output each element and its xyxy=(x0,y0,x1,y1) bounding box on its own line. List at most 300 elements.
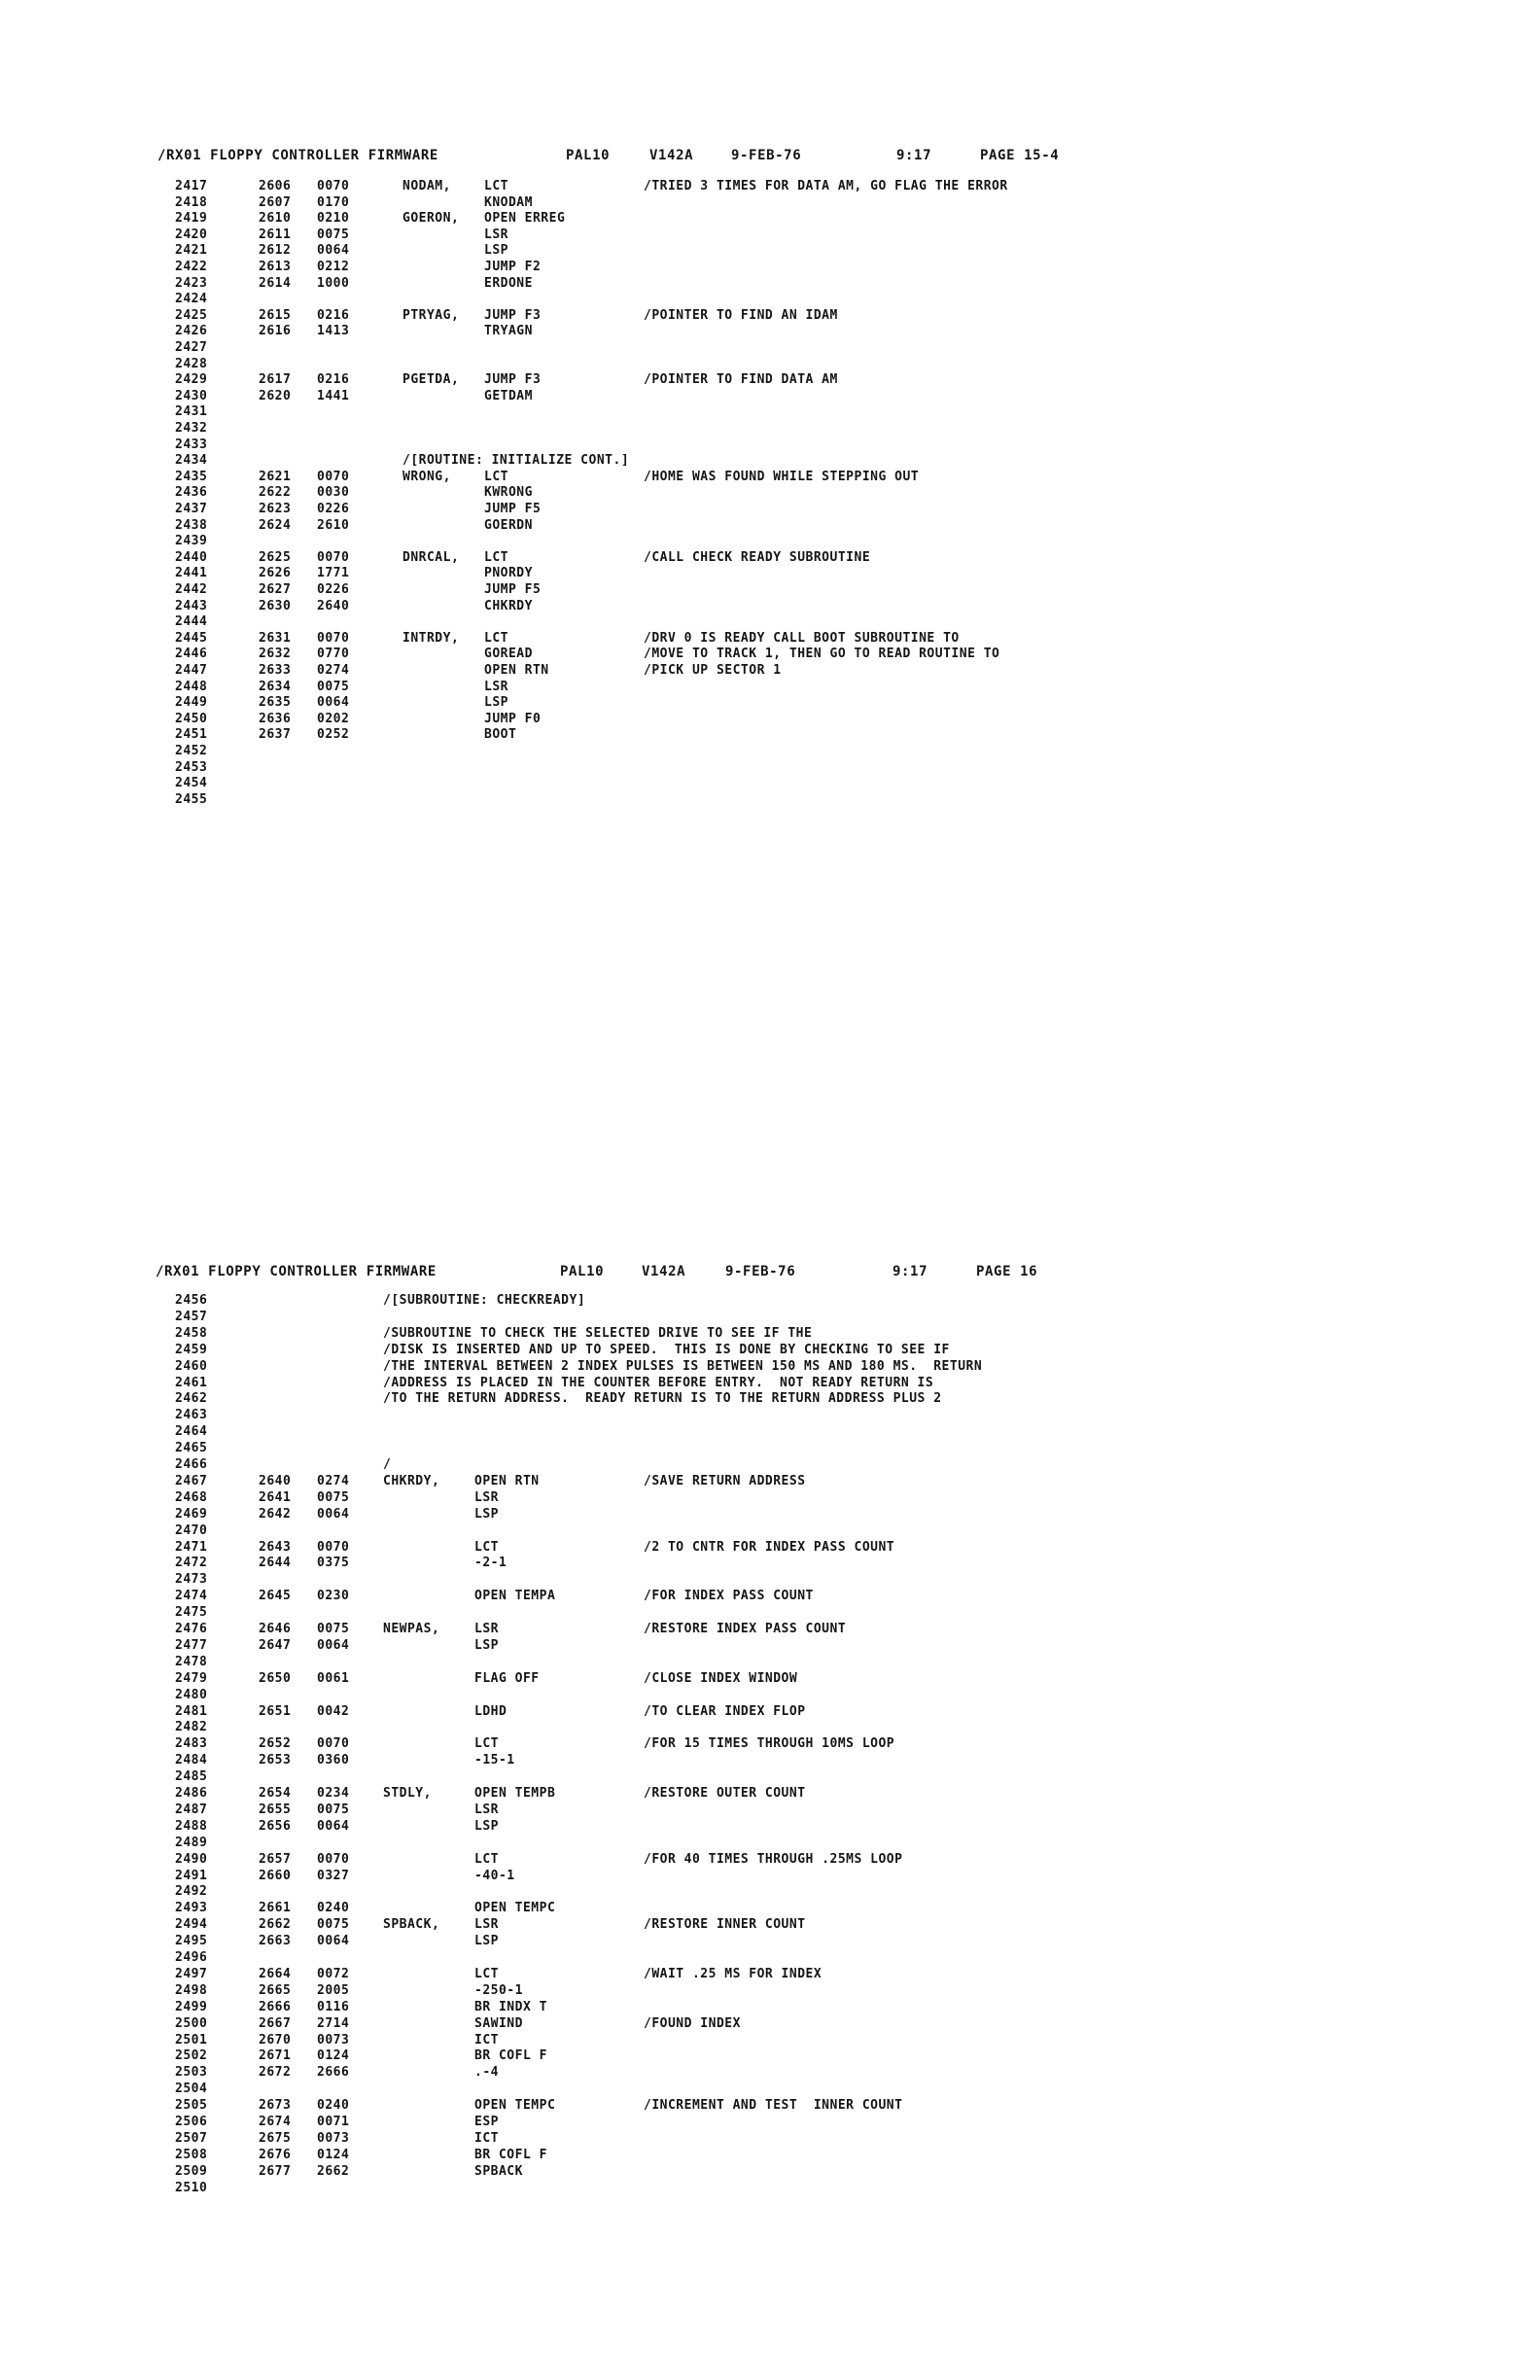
line-number: 2496 xyxy=(175,1950,208,1965)
source-comment: /POINTER TO FIND AN IDAM xyxy=(644,307,838,323)
machine-code: 0360 xyxy=(317,1753,350,1768)
line-number: 2499 xyxy=(175,1999,208,2014)
machine-code: 0170 xyxy=(317,194,350,210)
header-version: V142A xyxy=(649,148,694,163)
line-number: 2501 xyxy=(175,2032,208,2048)
listing-line xyxy=(0,260,1540,275)
source-comment: /RESTORE OUTER COUNT xyxy=(644,1786,806,1801)
listing-line xyxy=(0,1293,1540,1309)
source-label: /ADDRESS IS PLACED IN THE COUNTER BEFORE ENTRY. NOT READY RETURN IS xyxy=(383,1375,934,1390)
line-number: 2485 xyxy=(175,1769,208,1785)
listing-line xyxy=(0,308,1540,324)
header-date: 9-FEB-76 xyxy=(725,1264,796,1279)
listing-line xyxy=(0,1474,1540,1489)
source-operation: OPEN TEMPA xyxy=(474,1589,556,1604)
memory-address: 2630 xyxy=(259,598,292,613)
memory-address: 2614 xyxy=(259,275,292,291)
memory-address: 2620 xyxy=(259,388,292,403)
source-operation: KWRONG xyxy=(484,485,533,501)
source-label: /TO THE RETURN ADDRESS. READY RETURN IS TO THE RETURN ADDRESS PLUS 2 xyxy=(383,1391,942,1407)
listing-line xyxy=(0,1769,1540,1785)
listing-line xyxy=(0,1720,1540,1735)
line-number: 2460 xyxy=(175,1358,208,1374)
machine-code: 0073 xyxy=(317,2032,350,2048)
listing-line xyxy=(0,438,1540,453)
line-number: 2453 xyxy=(175,759,208,775)
listing-line xyxy=(0,1786,1540,1802)
listing-line xyxy=(0,340,1540,356)
header-page-number: PAGE 15-4 xyxy=(980,148,1060,163)
listing-line xyxy=(0,2148,1540,2163)
machine-code: 2666 xyxy=(317,2065,350,2081)
line-number: 2459 xyxy=(175,1342,208,1357)
line-number: 2490 xyxy=(175,1851,208,1867)
source-comment: /RESTORE INNER COUNT xyxy=(644,1917,806,1933)
memory-address: 2657 xyxy=(259,1851,292,1867)
memory-address: 2606 xyxy=(259,179,292,193)
line-number: 2506 xyxy=(175,2115,208,2129)
line-number: 2494 xyxy=(175,1917,208,1933)
memory-address: 2670 xyxy=(259,2032,292,2048)
memory-address: 2676 xyxy=(259,2147,292,2162)
memory-address: 2661 xyxy=(259,1901,292,1916)
machine-code: 0240 xyxy=(317,1901,350,1916)
line-number: 2480 xyxy=(175,1687,208,1702)
memory-address: 2612 xyxy=(259,243,292,259)
listing-line xyxy=(0,792,1540,808)
listing-line xyxy=(0,727,1540,743)
line-number: 2422 xyxy=(175,260,208,274)
memory-address: 2627 xyxy=(259,582,292,597)
source-operation: LCT xyxy=(484,469,508,484)
line-number: 2449 xyxy=(175,695,208,711)
memory-address: 2623 xyxy=(259,502,292,516)
listing-line xyxy=(0,1540,1540,1556)
line-number: 2470 xyxy=(175,1522,208,1538)
source-comment: /FOR INDEX PASS COUNT xyxy=(644,1589,814,1604)
line-number: 2477 xyxy=(175,1637,208,1653)
machine-code: 0770 xyxy=(317,647,350,662)
listing-line xyxy=(0,1507,1540,1522)
memory-address: 2653 xyxy=(259,1753,292,1768)
source-operation: OPEN RTN xyxy=(484,663,549,678)
listing-line xyxy=(0,1457,1540,1473)
source-operation: OPEN TEMPB xyxy=(474,1786,556,1801)
line-number: 2495 xyxy=(175,1934,208,1949)
source-label: /SUBROUTINE TO CHECK THE SELECTED DRIVE TO SEE IF THE xyxy=(383,1325,813,1341)
header-title: /RX01 FLOPPY CONTROLLER FIRMWARE xyxy=(158,148,438,163)
machine-code: 0327 xyxy=(317,1868,350,1883)
machine-code: 0234 xyxy=(317,1786,350,1801)
listing-line xyxy=(0,276,1540,292)
memory-address: 2625 xyxy=(259,549,292,565)
listing-line xyxy=(0,1869,1540,1884)
memory-address: 2632 xyxy=(259,647,292,662)
source-operation: ICT xyxy=(474,2130,499,2146)
source-operation: LSP xyxy=(474,1934,499,1949)
source-operation: OPEN TEMPC xyxy=(474,1901,556,1916)
line-number: 2418 xyxy=(175,194,208,210)
source-operation: LCT xyxy=(474,1966,499,1981)
line-number: 2473 xyxy=(175,1572,208,1588)
line-number: 2440 xyxy=(175,549,208,565)
memory-address: 2651 xyxy=(259,1703,292,1719)
source-operation: PNORDY xyxy=(484,566,533,581)
line-number: 2500 xyxy=(175,2015,208,2031)
listing-line xyxy=(0,1343,1540,1358)
memory-address: 2642 xyxy=(259,1506,292,1522)
listing-line xyxy=(0,1753,1540,1768)
header-file: PAL10 xyxy=(566,148,611,163)
source-comment: /PICK UP SECTOR 1 xyxy=(644,663,782,678)
line-number: 2439 xyxy=(175,534,208,549)
listing-line xyxy=(0,1359,1540,1375)
line-number: 2457 xyxy=(175,1309,208,1324)
memory-address: 2641 xyxy=(259,1489,292,1505)
source-label: NODAM, xyxy=(402,179,451,193)
line-number: 2462 xyxy=(175,1391,208,1407)
line-number: 2481 xyxy=(175,1703,208,1719)
memory-address: 2636 xyxy=(259,711,292,726)
line-number: 2489 xyxy=(175,1835,208,1850)
listing-line xyxy=(0,1655,1540,1670)
machine-code: 0070 xyxy=(317,1539,350,1555)
source-label: / xyxy=(383,1457,392,1472)
line-number: 2479 xyxy=(175,1670,208,1686)
machine-code: 2005 xyxy=(317,1982,350,1998)
line-number: 2484 xyxy=(175,1753,208,1768)
source-operation: LSP xyxy=(474,1637,499,1653)
listing-line xyxy=(0,1391,1540,1407)
line-number: 2488 xyxy=(175,1818,208,1834)
listing-line xyxy=(0,1622,1540,1637)
machine-code: 0071 xyxy=(317,2115,350,2129)
source-operation: OPEN TEMPC xyxy=(474,2098,556,2114)
source-operation: LSP xyxy=(484,695,508,711)
memory-address: 2665 xyxy=(259,1982,292,1998)
machine-code: 1413 xyxy=(317,324,350,339)
listing-line xyxy=(0,1424,1540,1440)
source-label: PGETDA, xyxy=(402,372,460,388)
header-time: 9:17 xyxy=(896,148,932,163)
source-operation: LSR xyxy=(474,1917,499,1933)
line-number: 2426 xyxy=(175,324,208,339)
listing-line xyxy=(0,404,1540,420)
line-number: 2507 xyxy=(175,2130,208,2146)
line-number: 2505 xyxy=(175,2098,208,2114)
source-operation: SAWIND xyxy=(474,2015,523,2031)
memory-address: 2675 xyxy=(259,2130,292,2146)
line-number: 2423 xyxy=(175,275,208,291)
line-number: 2442 xyxy=(175,582,208,597)
memory-address: 2652 xyxy=(259,1736,292,1752)
memory-address: 2664 xyxy=(259,1966,292,1981)
line-number: 2483 xyxy=(175,1736,208,1752)
listing-line xyxy=(0,324,1540,339)
line-number: 2436 xyxy=(175,485,208,501)
source-operation: LSR xyxy=(474,1802,499,1817)
line-number: 2503 xyxy=(175,2065,208,2081)
listing-line xyxy=(0,566,1540,581)
source-operation: BR COFL F xyxy=(474,2147,547,2162)
machine-code: 0075 xyxy=(317,1622,350,1636)
machine-code: 0075 xyxy=(317,227,350,242)
source-comment: /CLOSE INDEX WINDOW xyxy=(644,1670,798,1686)
header-date: 9-FEB-76 xyxy=(731,148,802,163)
source-operation: LSP xyxy=(484,243,508,259)
machine-code: 1000 xyxy=(317,275,350,291)
machine-code: 0375 xyxy=(317,1556,350,1571)
memory-address: 2667 xyxy=(259,2015,292,2031)
memory-address: 2610 xyxy=(259,211,292,227)
line-number: 2452 xyxy=(175,744,208,758)
listing-line xyxy=(0,1376,1540,1391)
machine-code: 0202 xyxy=(317,711,350,726)
line-number: 2454 xyxy=(175,776,208,791)
listing-line xyxy=(0,1688,1540,1703)
memory-address: 2650 xyxy=(259,1670,292,1686)
line-number: 2428 xyxy=(175,356,208,371)
listing-line xyxy=(0,550,1540,566)
source-comment: /FOR 40 TIMES THROUGH .25MS LOOP xyxy=(644,1851,903,1867)
listing-line xyxy=(0,1523,1540,1539)
memory-address: 2646 xyxy=(259,1622,292,1636)
machine-code: 0070 xyxy=(317,179,350,193)
source-operation: LSR xyxy=(484,227,508,242)
machine-code: 0064 xyxy=(317,243,350,259)
line-number: 2456 xyxy=(175,1293,208,1308)
line-number: 2437 xyxy=(175,502,208,516)
memory-address: 2634 xyxy=(259,679,292,694)
source-operation: LSP xyxy=(474,1506,499,1522)
listing-line xyxy=(0,2164,1540,2180)
machine-code: 0226 xyxy=(317,502,350,516)
source-operation: LSR xyxy=(474,1489,499,1505)
memory-address: 2607 xyxy=(259,194,292,210)
header-title: /RX01 FLOPPY CONTROLLER FIRMWARE xyxy=(156,1264,437,1279)
source-operation: LCT xyxy=(474,1736,499,1752)
source-operation: LDHD xyxy=(474,1703,508,1719)
source-comment: /TRIED 3 TIMES FOR DATA AM, GO FLAG THE ERROR xyxy=(644,179,1008,193)
listing-line xyxy=(0,1408,1540,1423)
listing-line xyxy=(0,1556,1540,1571)
listing-line xyxy=(0,243,1540,259)
memory-address: 2617 xyxy=(259,372,292,388)
source-operation: LCT xyxy=(484,179,508,193)
source-operation: .-4 xyxy=(474,2065,499,2081)
listing-line xyxy=(0,2000,1540,2015)
memory-address: 2616 xyxy=(259,324,292,339)
machine-code: 0070 xyxy=(317,1851,350,1867)
listing-line xyxy=(0,421,1540,437)
machine-code: 2610 xyxy=(317,517,350,533)
source-comment: /SAVE RETURN ADDRESS xyxy=(644,1473,806,1488)
listing-line xyxy=(0,2098,1540,2114)
memory-address: 2640 xyxy=(259,1473,292,1488)
line-number: 2438 xyxy=(175,517,208,533)
listing-line xyxy=(0,1884,1540,1900)
line-number: 2475 xyxy=(175,1605,208,1621)
listing-line xyxy=(0,695,1540,711)
machine-code: 0070 xyxy=(317,549,350,565)
machine-code: 0030 xyxy=(317,485,350,501)
line-number: 2472 xyxy=(175,1556,208,1571)
source-operation: JUMP F3 xyxy=(484,372,542,388)
listing-line xyxy=(0,744,1540,759)
source-operation: LCT xyxy=(484,549,508,565)
listing-line xyxy=(0,631,1540,647)
source-operation: GOREAD xyxy=(484,647,533,662)
memory-address: 2671 xyxy=(259,2048,292,2064)
machine-code: 0064 xyxy=(317,1506,350,1522)
source-operation: CHKRDY xyxy=(484,598,533,613)
memory-address: 2626 xyxy=(259,566,292,581)
source-label: PTRYAG, xyxy=(402,307,460,323)
listing-line xyxy=(0,1310,1540,1325)
line-number: 2420 xyxy=(175,227,208,242)
line-number: 2443 xyxy=(175,598,208,613)
listing-line xyxy=(0,1572,1540,1588)
source-label: STDLY, xyxy=(383,1786,432,1801)
listing-line xyxy=(0,1917,1540,1933)
source-operation: ERDONE xyxy=(484,275,533,291)
source-comment: /TO CLEAR INDEX FLOP xyxy=(644,1703,806,1719)
line-number: 2509 xyxy=(175,2163,208,2179)
listing-line xyxy=(0,518,1540,534)
source-operation: KNODAM xyxy=(484,194,533,210)
line-number: 2424 xyxy=(175,292,208,307)
machine-code: 0075 xyxy=(317,1917,350,1933)
machine-code: 0216 xyxy=(317,307,350,323)
listing-line xyxy=(0,1638,1540,1654)
line-number: 2491 xyxy=(175,1868,208,1883)
source-label: SPBACK, xyxy=(383,1917,440,1933)
line-number: 2486 xyxy=(175,1786,208,1801)
machine-code: 0274 xyxy=(317,1473,350,1488)
line-number: 2427 xyxy=(175,340,208,355)
source-operation: -15-1 xyxy=(474,1753,515,1768)
machine-code: 0124 xyxy=(317,2048,350,2064)
line-number: 2448 xyxy=(175,679,208,694)
listing-line xyxy=(0,1671,1540,1687)
memory-address: 2655 xyxy=(259,1802,292,1817)
machine-code: 0064 xyxy=(317,1818,350,1834)
listing-line xyxy=(0,1967,1540,1982)
machine-code: 0274 xyxy=(317,663,350,678)
source-label: /[SUBROUTINE: CHECKREADY] xyxy=(383,1293,586,1308)
line-number: 2478 xyxy=(175,1654,208,1669)
line-number: 2430 xyxy=(175,388,208,403)
line-number: 2434 xyxy=(175,453,208,469)
source-label: NEWPAS, xyxy=(383,1622,440,1636)
listing-line xyxy=(0,680,1540,695)
listing-line xyxy=(0,2181,1540,2196)
memory-address: 2637 xyxy=(259,727,292,743)
listing-line xyxy=(0,2033,1540,2048)
source-operation: JUMP F0 xyxy=(484,711,542,726)
source-label: WRONG, xyxy=(402,469,451,484)
listing-line xyxy=(0,292,1540,307)
source-operation: SPBACK xyxy=(474,2163,523,2179)
memory-address: 2662 xyxy=(259,1917,292,1933)
memory-address: 2660 xyxy=(259,1868,292,1883)
machine-code: 0073 xyxy=(317,2130,350,2146)
machine-code: 0226 xyxy=(317,582,350,597)
listing-line xyxy=(0,2082,1540,2097)
machine-code: 0124 xyxy=(317,2147,350,2162)
memory-address: 2633 xyxy=(259,663,292,678)
line-number: 2429 xyxy=(175,372,208,388)
source-operation: LCT xyxy=(474,1851,499,1867)
listing-line xyxy=(0,663,1540,679)
machine-code: 0240 xyxy=(317,2098,350,2114)
source-operation: LSR xyxy=(484,679,508,694)
line-number: 2435 xyxy=(175,469,208,484)
source-label: GOERON, xyxy=(402,211,460,227)
memory-address: 2643 xyxy=(259,1539,292,1555)
listing-page-16 xyxy=(0,1244,1540,2380)
listing-line xyxy=(0,534,1540,549)
source-label: INTRDY, xyxy=(402,630,460,646)
machine-code: 0210 xyxy=(317,211,350,227)
source-comment: /WAIT .25 MS FOR INDEX xyxy=(644,1966,822,1981)
source-operation: OPEN RTN xyxy=(474,1473,540,1488)
listing-line xyxy=(0,179,1540,194)
listing-line xyxy=(0,1605,1540,1621)
machine-code: 0064 xyxy=(317,1934,350,1949)
listing-line xyxy=(0,2016,1540,2032)
machine-code: 0252 xyxy=(317,727,350,743)
listing-line xyxy=(0,1441,1540,1456)
source-operation: JUMP F3 xyxy=(484,307,542,323)
source-operation: JUMP F2 xyxy=(484,260,542,274)
memory-address: 2677 xyxy=(259,2163,292,2179)
line-number: 2465 xyxy=(175,1441,208,1456)
line-number: 2425 xyxy=(175,307,208,323)
line-number: 2482 xyxy=(175,1720,208,1735)
source-operation: LCT xyxy=(474,1539,499,1555)
listing-line xyxy=(0,228,1540,243)
memory-address: 2672 xyxy=(259,2065,292,2081)
memory-address: 2622 xyxy=(259,485,292,501)
machine-code: 0070 xyxy=(317,630,350,646)
line-number: 2468 xyxy=(175,1489,208,1505)
listing-line xyxy=(0,582,1540,598)
source-comment: /MOVE TO TRACK 1, THEN GO TO READ ROUTINE TO xyxy=(644,647,1000,662)
machine-code: 0064 xyxy=(317,1637,350,1653)
listing-line xyxy=(0,599,1540,614)
source-comment: /FOUND INDEX xyxy=(644,2015,741,2031)
listing-line xyxy=(0,760,1540,776)
machine-code: 1771 xyxy=(317,566,350,581)
memory-address: 2613 xyxy=(259,260,292,274)
memory-address: 2644 xyxy=(259,1556,292,1571)
listing-line xyxy=(0,2115,1540,2130)
memory-address: 2645 xyxy=(259,1589,292,1604)
source-comment: /CALL CHECK READY SUBROUTINE xyxy=(644,549,871,565)
source-comment: /INCREMENT AND TEST INNER COUNT xyxy=(644,2098,903,2114)
machine-code: 0216 xyxy=(317,372,350,388)
line-number: 2445 xyxy=(175,630,208,646)
source-comment: /POINTER TO FIND DATA AM xyxy=(644,372,838,388)
source-operation: ICT xyxy=(474,2032,499,2048)
listing-line xyxy=(0,1819,1540,1835)
listing-line xyxy=(0,195,1540,211)
line-number: 2474 xyxy=(175,1589,208,1604)
memory-address: 2624 xyxy=(259,517,292,533)
line-number: 2487 xyxy=(175,1802,208,1817)
source-operation: TRYAGN xyxy=(484,324,533,339)
